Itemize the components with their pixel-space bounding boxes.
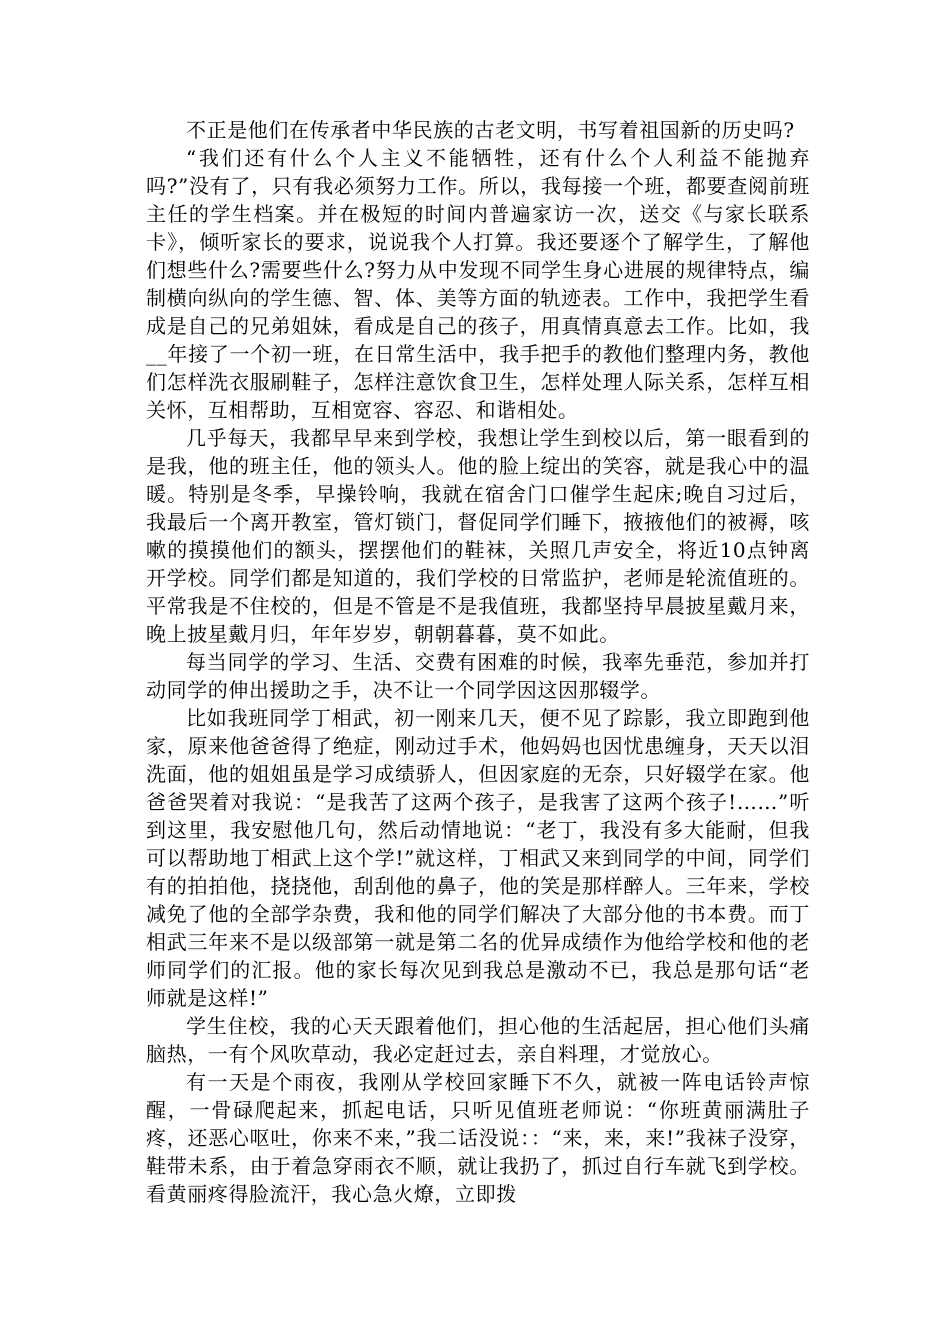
paragraph-3: 几乎每天，我都早早来到学校，我想让学生到校以后，第一眼看到的是我，他的班主任，他的领头人。他的脸上绽出的笑容，就是我心中的温暖。特别是冬季，早操铃响，我就在宿舍门口催学生起床;晚自习过后，我最后一个离开教室，管灯锁门，督促同学们睡下，掖掖他们的被褥，咳嗽的摸摸他们的额头，摆摆他们的鞋袜，关照几声安全，将近10点钟离开学校。同学们都是知道的，我们学校的日常监护，老师是轮流值班的。平常我是不住校的，但是不管是不是我值班，我都坚持早晨披星戴月来，晚上披星戴月归，年年岁岁，朝朝暮暮，莫不如此。	[146, 426, 810, 646]
paragraph-6: 学生住校，我的心天天跟着他们，担心他的生活起居，担心他们头痛脑热，一有个风吹草动，我必定赶过去，亲自料理，才觉放心。	[146, 1014, 810, 1066]
paragraph-4: 每当同学的学习、生活、交费有困难的时候，我率先垂范，参加并打动同学的伸出援助之手，决不让一个同学因这因那辍学。	[146, 650, 810, 702]
document-body	[146, 116, 810, 1208]
paragraph-5: 比如我班同学丁相武，初一刚来几天，便不见了踪影，我立即跑到他家，原来他爸爸得了绝症，刚动过手术，他妈妈也因忧患缠身，天天以泪洗面，他的姐姐虽是学习成绩骄人，但因家庭的无奈，只好辍学在家。他爸爸哭着对我说：“是我苦了这两个孩子，是我害了这两个孩子!……”听到这里，我安慰他几句，然后动情地说：“老丁，我没有多大能耐，但我可以帮助地丁相武上这个学!”就这样，丁相武又来到同学的中间，同学们有的拍拍他，挠挠他，刮刮他的鼻子，他的笑是那样醉人。三年来，学校减免了他的全部学杂费，我和他的同学们解决了大部分他的书本费。而丁相武三年来不是以级部第一就是第二名的优异成绩作为他给学校和他的老师同学们的汇报。他的家长每次见到我总是激动不已，我总是那句话“老师就是这样!”	[146, 706, 810, 1010]
paragraph-1: 不正是他们在传承者中华民族的古老文明，书写着祖国新的历史吗?	[186, 118, 795, 142]
paragraph-7: 有一天是个雨夜，我刚从学校回家睡下不久，就被一阵电话铃声惊醒，一骨碌爬起来，抓起电话，只听见值班老师说：“你班黄丽满肚子疼，还恶心呕吐，你来不来，”我二话没说：：“来，来，来!”我袜子没穿，鞋带未系，由于着急穿雨衣不顺，就让我扔了，抓过自行车就飞到学校。看黄丽疼得脸流汗，我心急火燎，立即拨	[146, 1070, 810, 1206]
paragraph-2: “我们还有什么个人主义不能牺牲，还有什么个人利益不能抛弃吗?”没有了，只有我必须努力工作。所以，我每接一个班，都要查阅前班主任的学生档案。并在极短的时间内普遍家访一次，送交《与家长联系卡》，倾听家长的要求，说说我个人打算。我还要逐个了解学生，了解他们想些什么?需要些什么?努力从中发现不同学生身心进展的规律特点，编制横向纵向的学生德、智、体、美等方面的轨迹表。工作中，我把学生看成是自己的兄弟姐妹，看成是自己的孩子，用真情真意去工作。比如，我__年接了一个初一班，在日常生活中，我手把手的教他们整理内务，教他们怎样洗衣服刷鞋子，怎样注意饮食卫生，怎样处理人际关系，怎样互相关怀，互相帮助，互相宽容、容忍、和谐相处。	[146, 146, 810, 422]
